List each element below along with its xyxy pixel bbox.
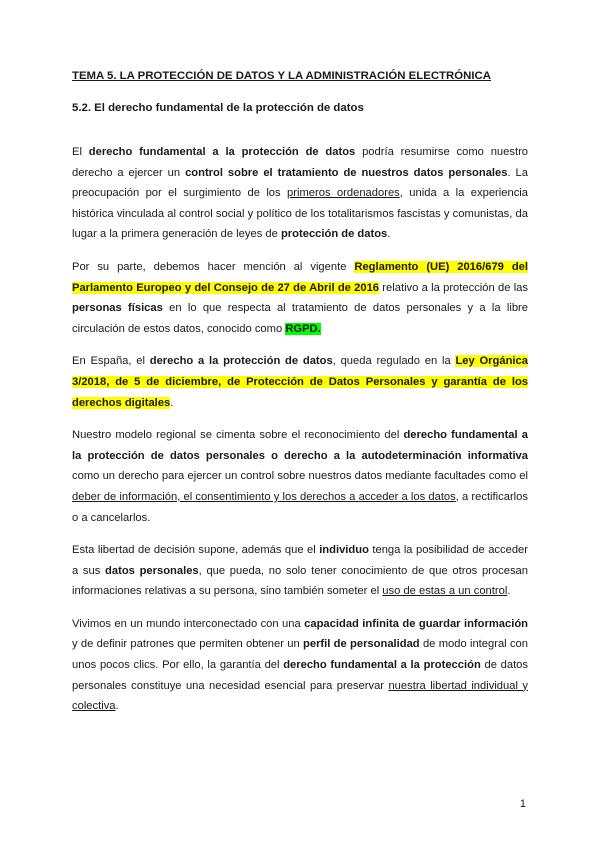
text-run: Nuestro modelo regional se cimenta sobre el reconocimiento del [72, 429, 404, 442]
text-run: como un derecho para ejercer un control sobre nuestros datos mediante facultades como el [72, 470, 528, 483]
text-run: RGPD. [285, 322, 321, 335]
text-run: individuo [319, 544, 369, 557]
text-run: , queda regulado en la [332, 355, 456, 368]
text-run: , que pueda, no solo tener conocimiento de que otros procesan informaciones relativas a su persona, sino también someter el [72, 564, 528, 598]
text-run: tenga la posibilidad de acceder a sus [72, 544, 529, 577]
text-run: Vivimos en un mundo interconectado con una [72, 617, 305, 630]
page-number: 1 [519, 798, 526, 810]
text-run: derecho fundamental a la protección de datos [88, 146, 356, 158]
text-run: deber de información, el consentimiento y los derechos a acceder a los datos [72, 490, 456, 503]
text-run: uso de estas a un control [382, 585, 508, 598]
text-run: . [170, 396, 174, 409]
text-run: , unida a la experiencia histórica vinculada al control social y político de los totalitarismos fascistas y comunistas, da lugar a la primera generación de leyes de [72, 187, 529, 241]
text-run: podría resumirse como nuestro derecho a ejercer un [72, 146, 529, 179]
text-run: derecho fundamental a la protección [283, 659, 481, 672]
text-run: derecho a la protección de datos [149, 355, 333, 368]
text-run: En España, el [72, 355, 150, 368]
text-run: primeros ordenadores [287, 187, 400, 200]
paragraph-6 [72, 614, 528, 717]
text-run: Ley Orgánica 3/2018, de 5 de diciembre, de Protección de Datos Personales y garantía de los derechos digitales [72, 355, 528, 409]
text-run: Esta libertad de decisión supone, además que el [72, 544, 320, 557]
text-run: protección de datos [280, 228, 388, 241]
text-run: y de definir patrones que permiten obtener un [72, 638, 304, 651]
paragraph-1 [72, 142, 528, 245]
text-run: de datos personales constituye una necesidad esencial para preservar [72, 659, 528, 692]
text-run: perfil de personalidad [303, 638, 420, 651]
text-run: . [387, 228, 391, 241]
text-run: El [72, 146, 89, 158]
text-run: . [507, 585, 511, 598]
paragraph-5 [72, 540, 528, 602]
paragraph-3 [72, 351, 528, 413]
document-title: TEMA 5. LA PROTECCIÓN DE DATOS Y LA ADMINISTRACIÓN ELECTRÓNICA [72, 70, 491, 82]
text-run: . La preocupación por el surgimiento de los [72, 166, 528, 200]
text-run: nuestra libertad individual y colectiva [72, 679, 528, 713]
text-run: , a rectificarlos o a cancelarlos. [72, 490, 528, 524]
text-run: . [115, 700, 119, 713]
text-run: personas físicas [72, 302, 163, 315]
text-run: de modo integral con unos pocos clics. Por ello, la garantía del [72, 638, 529, 672]
section-heading: 5.2. El derecho fundamental de la protección de datos [72, 102, 364, 114]
text-run: derecho fundamental a la protección de datos personales o derecho a la autodeterminación informativa [72, 429, 529, 462]
text-run: relativo a la protección de las [379, 281, 528, 294]
text-run: capacidad infinita de guardar información [304, 617, 528, 630]
text-run: control sobre el tratamiento de nuestros datos personales [185, 166, 508, 179]
text-run: datos personales [105, 564, 199, 577]
paragraph-2 [72, 257, 528, 339]
text-run: en lo que respecta al tratamiento de datos personales y a la libre circulación de estos datos, conocido como [72, 302, 529, 335]
paragraph-4 [72, 425, 528, 528]
text-run: Por su parte, debemos hacer mención al vigente [72, 260, 355, 273]
body-text [72, 142, 528, 729]
text-run: Reglamento (UE) 2016/679 del Parlamento Europeo y del Consejo de 27 de Abril de 2016 [72, 260, 528, 294]
